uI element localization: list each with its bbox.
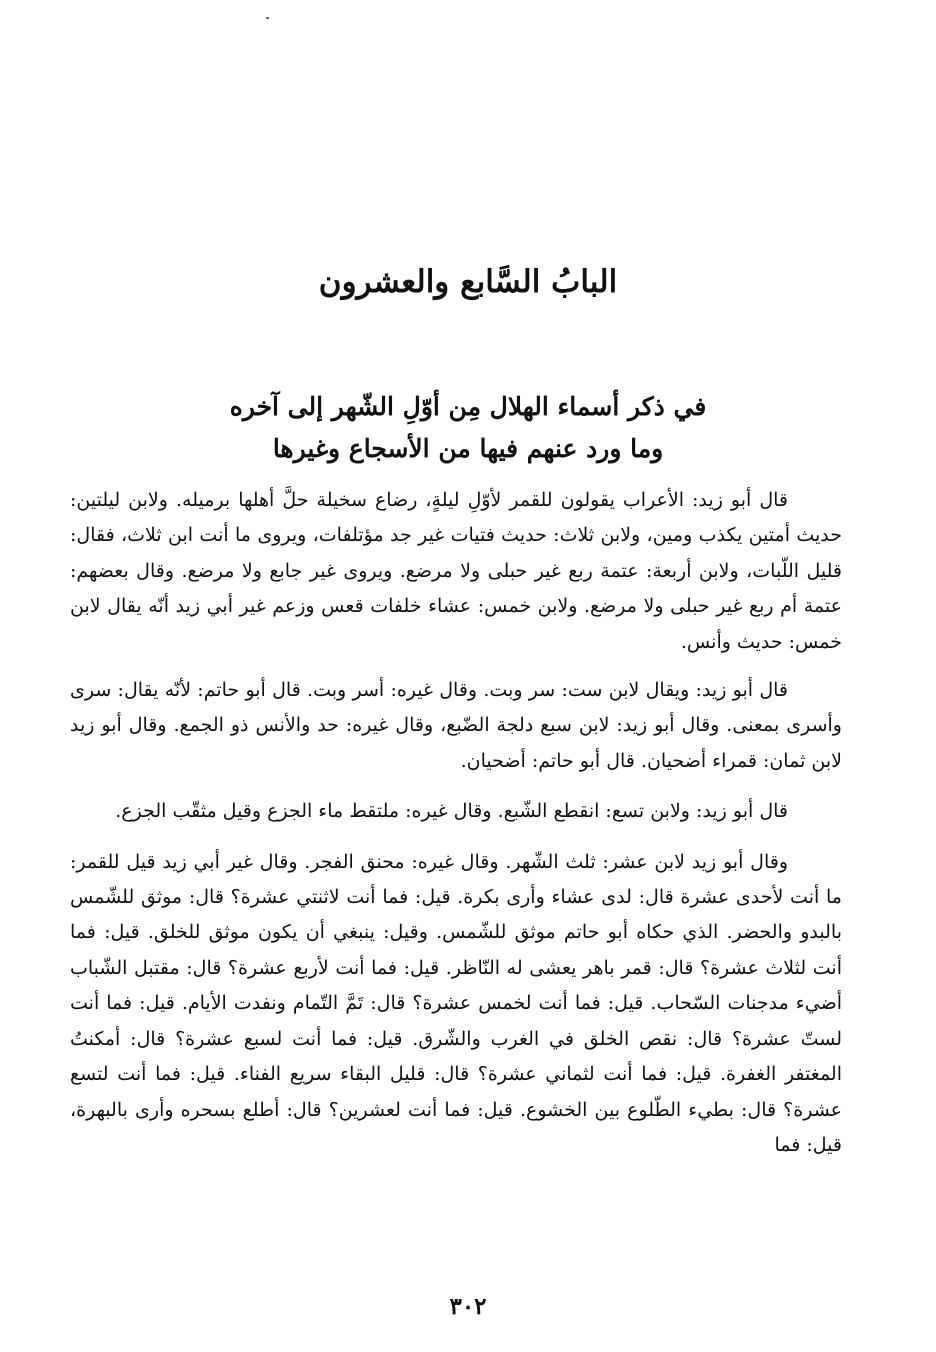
body-text <box>70 483 842 1178</box>
section-subtitle <box>0 386 936 470</box>
chapter-title: البابُ السَّابع والعشرون <box>318 264 618 300</box>
paragraph-4: وقال أبو زيد لابن عشر: ثلث الشّهر. وقال غيره: محنق الفجر. وقال غير أبي زيد قيل للقمر: ما أنت لأحدى عشرة قال: لدى عشاء وأرى بكرة. قيل: فما أنت لاثنتي عشرة؟ قال: موثق للشّمس بالبدو والحضر. الذي حكاه أبو حاتم موثق للشّمس. وقيل: ينبغي أن يكون موثق للخلق. قيل: فما أنت لثلاث عشرة؟ قال: قمر باهر يعشى له النّاظر. قيل: فما أنت لأربع عشرة؟ قال: مقتبل الشّباب أضيء مدجنات السّحاب. قيل: فما أنت لخمس عشرة؟ قال: تَمَّ التّمام ونفدت الأيام. قيل: فما أنت لستّ عشرة؟ قال: نقص الخلق في الغرب والشّرق. قيل: فما أنت لسبع عشرة؟ قال: أمكنتُ المغتفر الغفرة. قيل: فما أنت لثماني عشرة؟ قال: قليل البقاء سريع الفناء. قيل: فما أنت لتسع عشرة؟ قال: بطيء الطّلوع بين الخشوع. قيل: فما أنت لعشرين؟ قال: أطلع بسحره وأرى بالبهرة، قيل: فما <box>70 850 842 1156</box>
subtitle-line-2: وما ورد عنهم فيها من الأسجاع وغيرها <box>272 434 664 463</box>
scan-speck <box>266 17 269 19</box>
paragraph-1: قال أبو زيد: الأعراب يقولون للقمر لأوّلِ ليلةٍ، رضاع سخيلة حلَّ أهلها برميله. ولابن ليلتين: حديث أمتين يكذب ومين، ولابن ثلاث: حديث فتيات غير جد مؤتلفات، ويروى ما أنت ابن ثلاث، فقال: قليل اللّبات، ولابن أربعة: عتمة ربع غير حبلى ولا مرضع. ويروى غير جابع ولا مرضع. وقال بعضهم: عتمة أم ربع غير حبلى ولا مرضع. ولابن خمس: عشاء خلفات قعس وزعم غير أبي زيد أنّه يقال لابن خمس: حديث وأنس. <box>70 489 842 653</box>
page-number: ٣٠٢ <box>449 1293 487 1320</box>
subtitle-line-1: في ذكر أسماء الهلال مِن أوّلِ الشّهر إلى آخره <box>229 392 707 421</box>
paragraph-3: قال أبو زيد: ولابن تسع: انقطع الشّبع. وقال غيره: ملتقط ماء الجزع وقيل مثقّب الجزع. <box>115 800 788 823</box>
paragraph-2: قال أبو زيد: ويقال لابن ست: سر وبت. وقال غيره: أسر وبت. قال أبو حاتم: لأنّه يقال: سرى وأسرى بمعنى. وقال أبو زيد: لابن سبع دلجة الضّبع، وقال غيره: حد والأنس ذو الجمع. وقال أبو زيد لابن ثمان: قمراء أضحيان. قال أبو حاتم: أضحيان. <box>70 679 842 772</box>
